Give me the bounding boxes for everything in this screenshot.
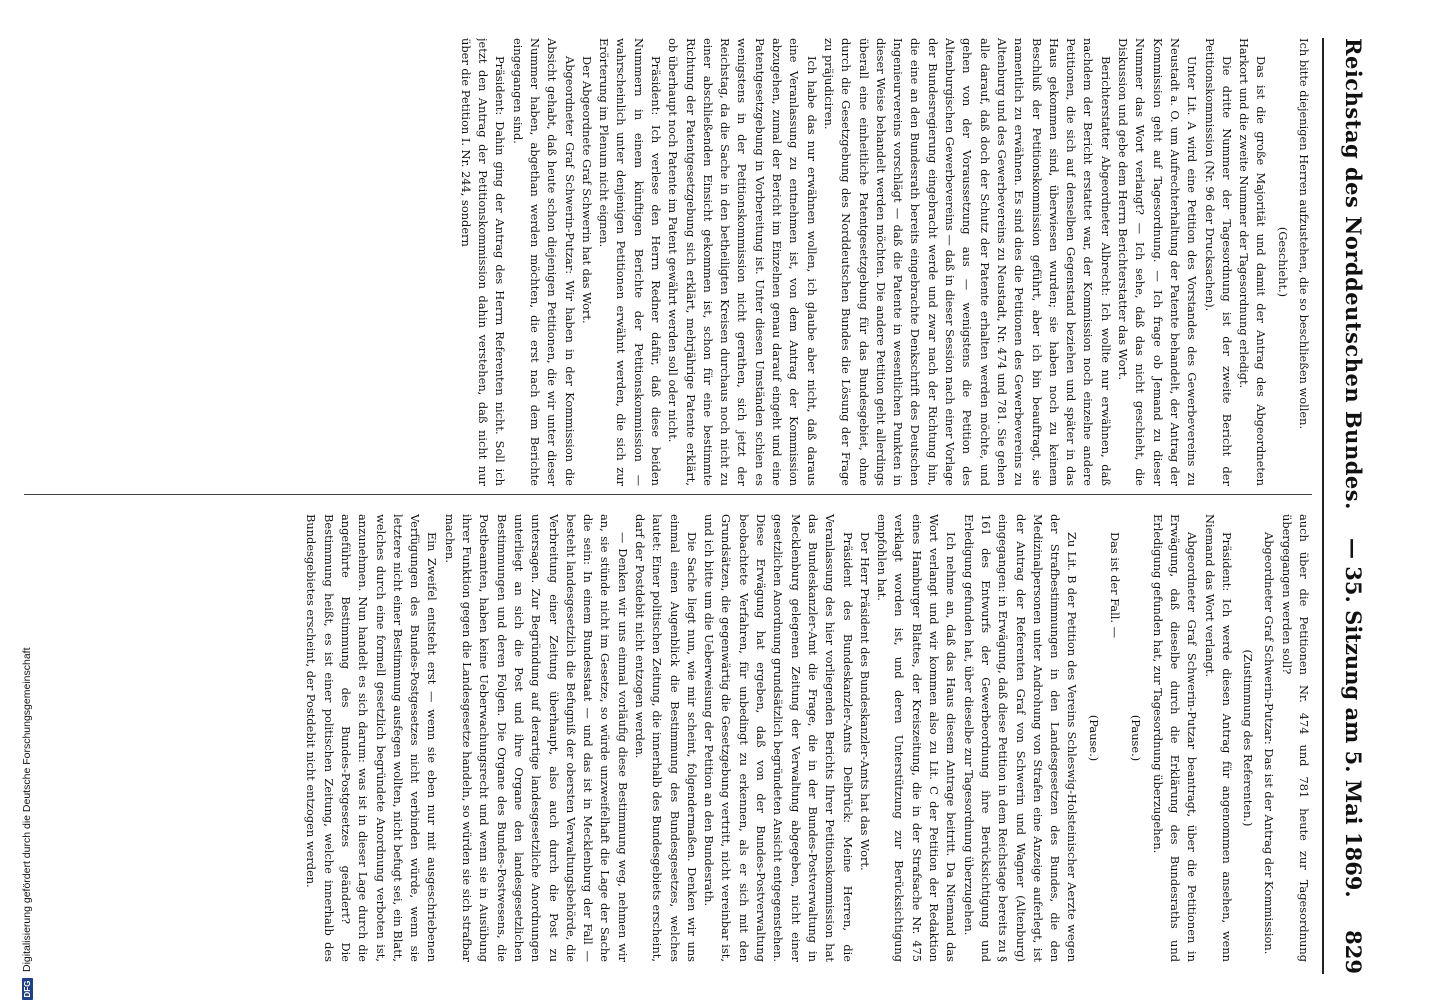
paragraph: Berichterstatter Abgeordneter Albrecht: Ich wollte nur erwähnen, daß nachdem der Bericht erstattet war, der Kommission noch einzelne andere Petitionen, die sich auf denselben Gegenstand beziehen und später in das Haus gekommen sind, überwiesen wurden; sie haben noch zu keinem Beschluß der Petitionskommission geführt, aber ich bin beauftragt, sie namentlich zu erwähnen. Es sind dies die Petitionen des Gewerbevereins zu Altenburg und des Gewerbevereins zu Neustadt, Nr. 474 und 781. Sie gehen alle darauf, daß doch der Schutz der Patente erhalten werden möchte, und gehen von der Voraussetzung aus — wenigstens die Petition des Altenburgischen Gewerbevereins — daß in dieser Session nach einer Vorlage der Bundesregierung eingebracht werde und zwar nach der Richtung hin, die eine an den Bundesrath bereits eingebrachte Denkschrift des Deutschen Ingenieurvereins vorschlägt — daß die Patente in wesentlichen Punkten in dieser Weise behandelt werden möchten. Die andere Petition geht allerdings überall eine einheitliche Patentgesetzgebung für das Bundesgebiet, ohne durch die Gesetzgebung des Norddeutschen Bundes die Lösung der Frage zu präjudiciren. — [821, 38, 1113, 486]
paragraph: (Geschieht.) — [1275, 226, 1290, 298]
dfg-logo: DFG — [22, 978, 33, 1000]
paragraph: Abgeordneter Graf Schwerin-Putzar beantragt, über die Petitionen in Erwägung, daß dieselbe durch die Erklärung des Bundesraths und Erledigung gefunden hat, zur Tagesordnung überzugehen. — [1150, 514, 1200, 962]
digitization-footer — [20, 580, 34, 1000]
paragraph: Das ist die große Majorität und damit der Antrag des Abgeordneten Harkort und die zweite Nummer der Tagesordnung erledigt. — [1237, 38, 1269, 486]
paragraph: Ich nehme an, daß das Haus diesem Antrage beitritt. Da Niemand das Wort verlangt und wir kommen also zu Lit. C der Petition der Redaktion eines Hamburger Blattes, der Kreiszeitung, die in der Strafsache Nr. 475 verklagt worden ist, und deren Unterstützung zur Berücksichtigung empfohlen hat. — [875, 514, 959, 962]
right-text-column — [24, 514, 1312, 962]
paragraph: Präsident: Ich werde diesen Antrag für angenommen ansehen, wenn Niemand das Wort verlangt. — [1202, 514, 1234, 962]
paragraph: Präsident: Dahin ging der Antrag des Herrn Referenten nicht. Soll ich jetzt den Antrag der Petitionskommission dahin verstehen, daß nicht nur über die Petition I. Nr. 244, sondern — [458, 38, 508, 486]
paragraph: (Zustimmung des Referenten.) — [1241, 649, 1256, 827]
paragraph: Die dritte Nummer der Tagesordnung ist der zweite Bericht der Petitionskommission (Nr. 96 der Drucksachen). — [1202, 38, 1234, 486]
paragraph: Ein Zweifel entsteht erst — wenn sie eben nur mit ausgeschriebenen Verfügungen des Bundes-Postgesetzes nicht verbinden würde, wenn sie letztere nicht einer Bestimmung ausfegen wollten, nicht befugt sei, ein Blatt, welches durch eine formell gesetzlich begründete Anordnung verboten ist, anzunehmen. Nun handelt es sich darum: was ist in dieser Lage durch die angeführte Bestimmung des Bundes-Postgesetzes geändert? Die Bestimmung heißt, es ist einer politischen Zeitung, welche innerhalb des Bundesgebietes erscheint, der Postdebit nicht entzogen werden. — [304, 514, 440, 962]
header-rule — [1322, 38, 1324, 974]
paragraph: auch über die Petitionen Nr. 474 und 781 heute zur Tagesordnung übergegangen werden soll? — [1279, 514, 1311, 962]
page-header — [1326, 38, 1370, 974]
paragraph: Abgeordneter Graf Schwerin-Putzar: Wir haben in der Kommission die Absicht gehabt, daß heute schon diejenigen Petitionen, die wir unter dieser Nummer haben, abgethan werden möchten, die erst nach dem Berichte eingegangen sind. — [510, 38, 577, 486]
paragraph: Die Sache liegt nun, wie mir scheint, folgendermaßen. Denken wir uns einmal einen Augenblick die Bestimmung des Bundesgesetzes, welches lautet: Einer politischen Zeitung, die innerhalb des Bundesgebiets erscheint, darf der Postdebit nicht entzogen werden. — [633, 514, 699, 962]
paragraph: Abgeordneter Graf Schwerin-Putzar: Das ist der Antrag der Kommission. — [1262, 532, 1277, 955]
footer-text: Digitalisierung gefördert durch die Deutsche Forschungsgemeinschaft — [21, 647, 33, 972]
column-divider — [24, 494, 1312, 495]
paragraph: Präsident: Ich verlese den Herrn Redner dafür, daß diese beiden Nummern in einem künftigen Berichte der Petitionskommission — wahrscheinlich unter denjenigen Petitionen erwähnt werden, die sich zur Erörterung im Plenum nicht eignen. — [597, 38, 664, 486]
paragraph: — Denken wir uns einmal vorläufig diese Bestimmung weg, nehmen wir an, sie stünde nicht im Gesetze, so würde unzweifelhaft die Lage der Sache die sein: In einem Bundesstaat — und das ist in Mecklenburg der Fall — besteht landesgesetzlich die Befugniß der obersten Verwaltungsbehörde, die Verbreitung einer Zeitung überhaupt, also auch durch die Post zu untersagen. Zur Begründung auf derartige landesgesetzliche Anordnungen unterliegt an sich die Post und ihre Organe den landesgesetzlichen Bestimmungen und deren Folgen. Die Organe des Bundes-Postwesens, die Postbeamten, haben keine Ueberwachungsrecht und wenn sie in Ausübung ihrer Funktion gegen die Landesgesetze handeln, so würden sie sich strafbar machen. — [442, 514, 630, 962]
header-session: — 35. Sitzung am 5. Mai 1869. — [1341, 538, 1366, 898]
page-number: 829 — [1341, 930, 1366, 974]
paragraph: Der Abgeordnete Graf Schwerin hat das Wort. — [579, 56, 594, 324]
paragraph: Das ist der Fall. — — [1108, 532, 1123, 639]
paragraph: Zu Lit. B der Petition des Vereins Schleswig-Holsteinischer Aerzte wegen der Strafbestimmungen in den Landesgesetzen des Bundes, die den Medizinalpersonen unter Androhung von Strafen eine Anzeige auferlegt, ist der Antrag der Referenten Graf von Schwerin und Wagner (Altenburg) eingegangen: in Erwägung, daß diese Petition in dem Reichstage bereits zu § 161 des Entwurfs der Gewerbeordnung ihre Berücksichtigung und Erledigung gefunden hat, über dieselbe zur Tagesordnung überzugehen. — [961, 514, 1080, 962]
paragraph: Ich bitte diejenigen Herren aufzustehen, die so beschließen wollen. — [1297, 38, 1311, 430]
paragraph: Präsident des Bundeskanzler-Amts Delbrück: Meine Herren, die Veranlassung des hier vorliegenden Berichts Ihrer Petitionskommission hat das Bundeskanzler-Amt die Frage, die in der Bundes-Postverwaltung in Mecklenburg gelegenen Zeitung der Verwaltung abgegeben, nicht einer gesetzlichen Anordnung grundsätzlich begründeten Ansicht entgegenstehen. Diese Erwägung hat ergeben, daß von der Bundes-Postverwaltung beobachtete Verfahren, für unbedingt zu erkennen, als er sich mit den Grundsätzen, die gegenwärtig die Gesetzgebung vertritt, nicht vereinbar ist, und ich bitte um die Ueberweisung der Petition an den Bundesrath. — [702, 514, 855, 962]
paragraph: Unter Lit. A wird eine Petition des Vorstandes des Gewerbevereins zu Neustadt a. O. um Aufrechterhaltung der Patente behandelt, der Antrag der Kommission geht auf Tagesordnung. — Ich frage ob Jemand zu dieser Nummer das Wort verlangt? — Ich sehe, daß das nicht geschieht, die Diskussion und gebe dem Herrn Berichterstatter das Wort. — [1116, 38, 1200, 486]
left-text-column — [24, 38, 1312, 486]
paragraph: Der Herr Präsident des Bundeskanzler-Amts hat das Wort. — [857, 532, 872, 871]
header-title: Reichstag des Norddeutschen Bundes. — [1341, 38, 1366, 510]
paragraph: (Pause.) — [1129, 714, 1144, 762]
paragraph: Ich habe das nur erwähnen wollen, ich glaube aber nicht, daß daraus eine Veranlassung zu entnehmen ist, von dem Antrag der Kommission abzugehen, zumal der Bericht im Einzelnen genau darauf eingeht und eine Patentgesetzgebung in Vorbereitung ist. Unter diesen Umständen schien es wenigstens in der Petitionskommission nicht gerathen, sich jetzt der Reichstag, da die Sache in den betheiligten Kreisen durchaus noch nicht zu einer abschließenden Einsicht gekommen ist, schon für eine bestimmte Richtung der Patentgesetzgebung sich erklärt, mehrjährige Patente erklärt, ob überhaupt noch Patente im Patent gewährt werden soll oder nicht. — [666, 38, 819, 486]
paragraph: (Pause.) — [1086, 714, 1101, 762]
